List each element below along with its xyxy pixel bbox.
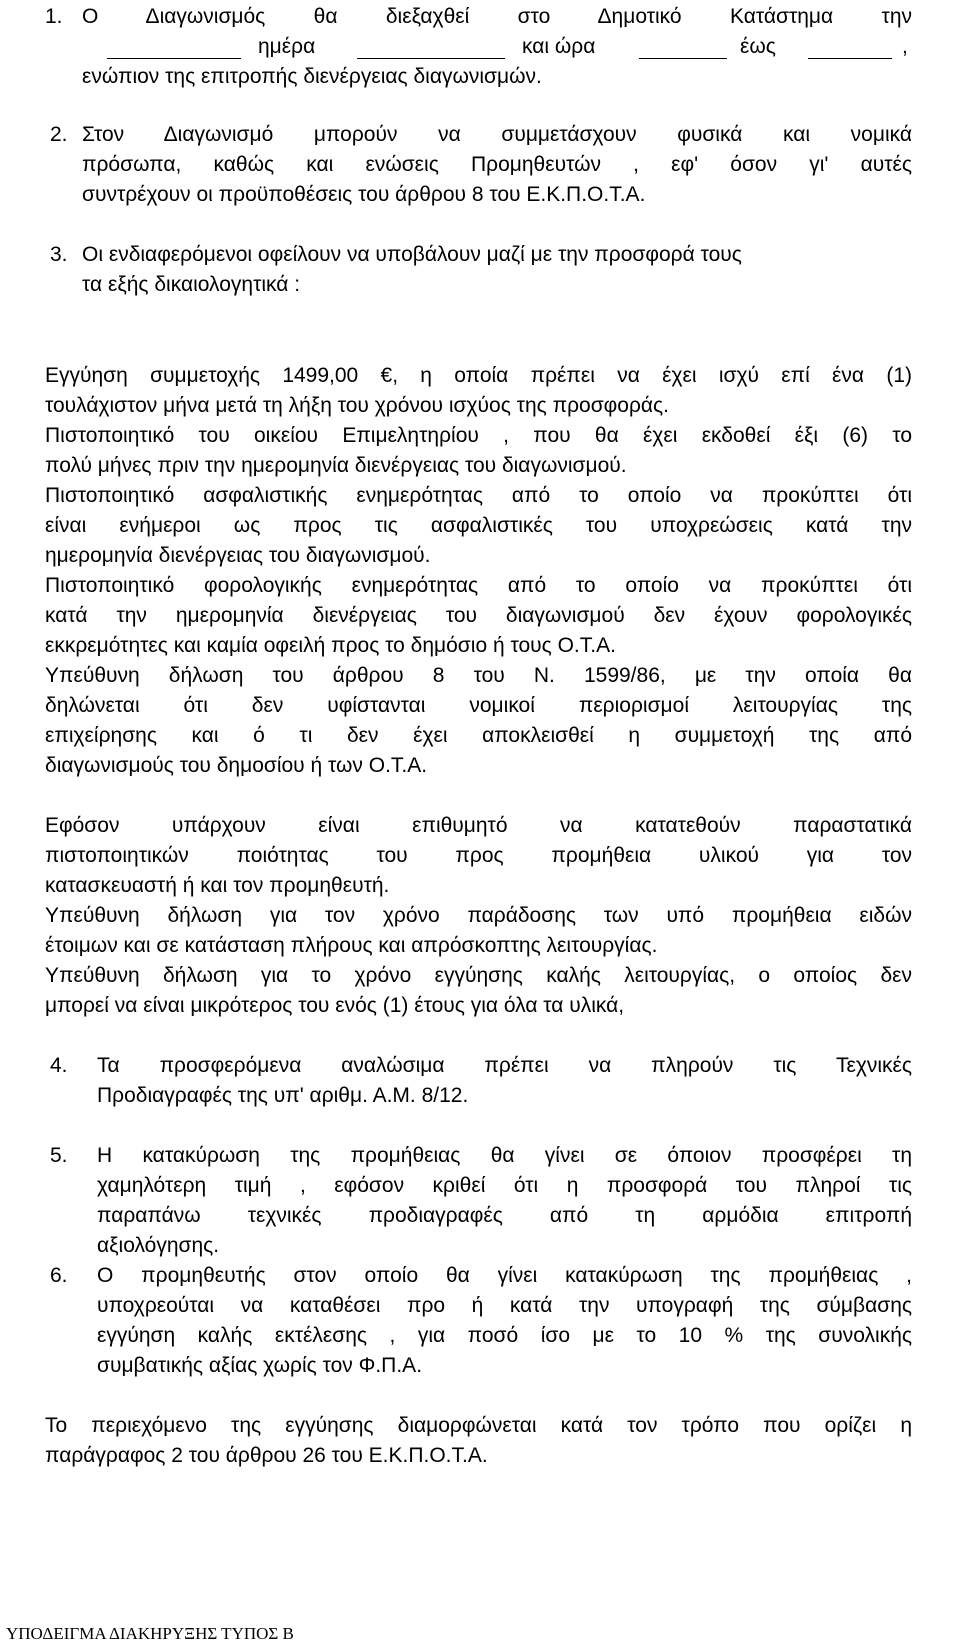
item-3-line-1: Οι ενδιαφερόμενοι οφείλουν να υποβάλουν μαζί με την προσφορά τους: [82, 243, 742, 266]
doc-line: εκκρεμότητες και καμία οφειλή προς το δημόσιο ή τους Ο.Τ.Α.: [45, 634, 616, 657]
item-1-until-label: έως: [740, 35, 776, 58]
item-1-time-label: και ώρα: [522, 35, 596, 58]
doc-line: τουλάχιστον μήνα μετά τη λήξη του χρόνου ισχύος της προσφοράς.: [45, 394, 669, 417]
item-1-until-blank: [808, 58, 892, 59]
doc-line: μπορεί να είναι μικρότερος του ενός (1) έτους για όλα τα υλικά,: [45, 994, 625, 1017]
item-5-line-4: αξιολόγησης.: [97, 1234, 220, 1257]
doc-line: πολύ μήνες πριν την ημερομηνία διενέργειας του διαγωνισμού.: [45, 454, 627, 477]
doc-line: Υπεύθυνη δήλωση για τον χρόνο παράδοσης των υπό προμήθεια ειδών: [45, 904, 912, 927]
item-5-line-2: χαμηλότερη τιμή , εφόσον κριθεί ότι η προσφορά του πληροί τις: [97, 1174, 912, 1197]
item-1-comma: ,: [902, 35, 908, 58]
item-3-line-2: τα εξής δικαιολογητικά :: [82, 273, 301, 296]
item-2-line-3: συντρέχουν οι προϋποθέσεις του άρθρου 8 του Ε.Κ.Π.Ο.Τ.Α.: [82, 183, 646, 206]
item-5-line-1: Η κατακύρωση της προμήθειας θα γίνει σε όποιον προσφέρει τη: [97, 1144, 912, 1167]
doc-line: Υπεύθυνη δήλωση του άρθρου 8 του Ν. 1599/86, με την οποία θα: [45, 664, 912, 687]
doc-line: κατασκευαστή ή και τον προμηθευτή.: [45, 874, 390, 897]
doc-line: Πιστοποιητικό φορολογικής ενημερότητας από το οποίο να προκύπτει ότι: [45, 574, 912, 597]
item-1-date-blank-2: [357, 58, 505, 59]
item-6-line-1: Ο προμηθευτής στον οποίο θα γίνει κατακύρωση της προμήθειας ,: [97, 1264, 912, 1287]
item-3-number: 3.: [50, 243, 68, 266]
item-5-number: 5.: [50, 1144, 68, 1167]
item-4-number: 4.: [50, 1054, 68, 1077]
doc-line: είναι ενήμεροι ως προς τις ασφαλιστικές του υποχρεώσεις κατά την: [45, 514, 912, 537]
item-6-number: 6.: [50, 1264, 68, 1287]
doc-line: δηλώνεται ότι δεν υφίστανται νομικοί περιορισμοί λειτουργίας της: [45, 694, 912, 717]
page-footer: ΥΠΟΔΕΙΓΜΑ ΔΙΑΚΗΡΥΞΗΣ ΤΥΠΟΣ Β: [6, 1624, 294, 1643]
item-1-line-1: Ο Διαγωνισμός θα διεξαχθεί στο Δημοτικό Κατάστημα την: [82, 5, 912, 28]
doc-line: Πιστοποιητικό ασφαλιστικής ενημερότητας από το οποίο να προκύπτει ότι: [45, 484, 912, 507]
item-5-line-3: παραπάνω τεχνικές προδιαγραφές από τη αρμόδια επιτροπή: [97, 1204, 912, 1227]
item-6-line-3: εγγύηση καλής εκτέλεσης , για ποσό ίσο με το 10 % της συνολικής: [97, 1324, 912, 1347]
doc-line: πιστοποιητικών ποιότητας του προς προμήθεια υλικού για τον: [45, 844, 912, 867]
item-1-line-3: ενώπιον της επιτροπής διενέργειας διαγωνισμών.: [82, 65, 542, 88]
doc-line: επιχείρησης και ό τι δεν έχει αποκλεισθεί η συμμετοχή της από: [45, 724, 912, 747]
doc-line: κατά την ημερομηνία διενέργειας του διαγωνισμού δεν έχουν φορολογικές: [45, 604, 912, 627]
item-6-line-4: συμβατικής αξίας χωρίς τον Φ.Π.Α.: [97, 1354, 423, 1377]
closing-line-2: παράγραφος 2 του άρθρου 26 του Ε.Κ.Π.Ο.Τ.Α.: [45, 1444, 488, 1467]
doc-line: Εγγύηση συμμετοχής 1499,00 €, η οποία πρέπει να έχει ισχύ επί ένα (1): [45, 364, 912, 387]
item-1-number: 1.: [45, 5, 63, 28]
item-4-line-2: Προδιαγραφές της υπ' αριθμ. Α.Μ. 8/12.: [97, 1084, 469, 1107]
doc-line: έτοιμων και σε κατάσταση πλήρους και απρόσκοπτης λειτουργίας.: [45, 934, 658, 957]
item-6-line-2: υποχρεούται να καταθέσει προ ή κατά την υπογραφή της σύμβασης: [97, 1294, 912, 1317]
closing-line-1: Το περιεχόμενο της εγγύησης διαμορφώνεται κατά τον τρόπο που ορίζει η: [45, 1414, 912, 1437]
doc-line: Υπεύθυνη δήλωση για το χρόνο εγγύησης καλής λειτουργίας, ο οποίος δεν: [45, 964, 912, 987]
item-1-time-blank: [639, 58, 727, 59]
item-1-day-label: ημέρα: [258, 35, 316, 58]
item-1-date-blank-1: [107, 58, 241, 59]
doc-line: Εφόσον υπάρχουν είναι επιθυμητό να κατατεθούν παραστατικά: [45, 814, 912, 837]
doc-line: ημερομηνία διενέργειας του διαγωνισμού.: [45, 544, 431, 567]
item-2-line-2: πρόσωπα, καθώς και ενώσεις Προμηθευτών , εφ' όσον γι' αυτές: [82, 153, 912, 176]
doc-line: διαγωνισμούς του δημοσίου ή των Ο.Τ.Α.: [45, 754, 428, 777]
item-2-number: 2.: [50, 123, 68, 146]
item-2-line-1: Στον Διαγωνισμό μπορούν να συμμετάσχουν φυσικά και νομικά: [82, 123, 912, 146]
item-4-line-1: Τα προσφερόμενα αναλώσιμα πρέπει να πληρούν τις Τεχνικές: [97, 1054, 912, 1077]
doc-line: Πιστοποιητικό του οικείου Επιμελητηρίου , που θα έχει εκδοθεί έξι (6) το: [45, 424, 912, 447]
